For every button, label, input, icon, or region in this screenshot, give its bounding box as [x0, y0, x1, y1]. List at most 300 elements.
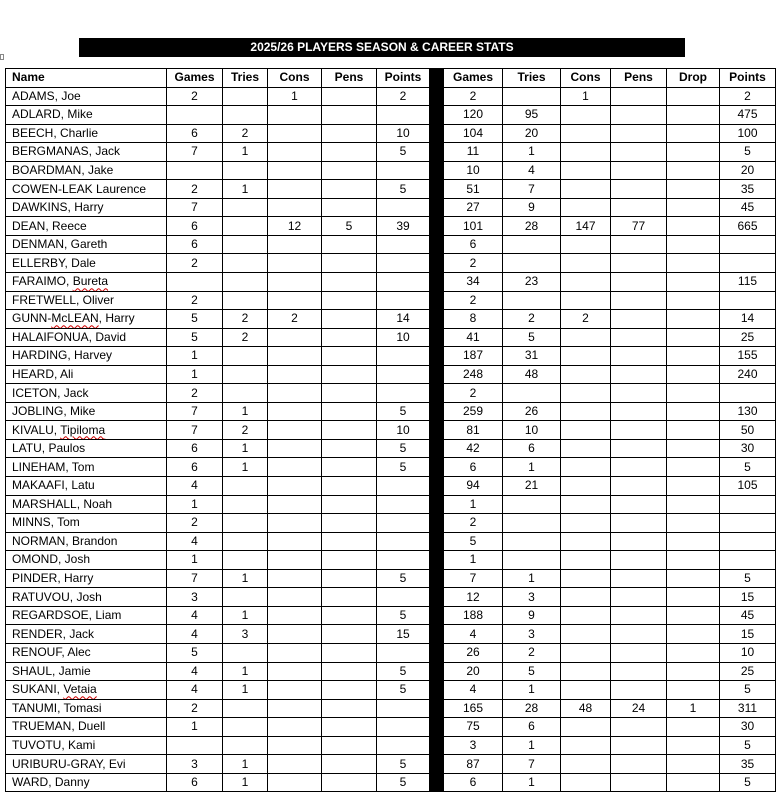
career-points-cell: 5: [720, 773, 776, 792]
career-games-cell: 41: [444, 328, 503, 347]
player-name-cell: [6, 310, 167, 329]
career-points-cell: 45: [720, 198, 776, 217]
season-games-cell: 7: [167, 569, 223, 588]
career-games-cell: 12: [444, 588, 503, 607]
player-name-cell: ADLARD, Mike: [6, 106, 167, 125]
career-drop-cell: [667, 532, 720, 551]
career-pens-cell: [611, 124, 667, 143]
player-name-cell: WARD, Danny: [6, 773, 167, 792]
career-points-cell: 311: [720, 699, 776, 718]
career-pens-cell: [611, 514, 667, 533]
season-games-cell: 4: [167, 625, 223, 644]
season-pens-cell: [322, 681, 377, 700]
career-cons-cell: [561, 755, 611, 774]
player-name-cell: TANUMI, Tomasi: [6, 699, 167, 718]
career-tries-cell: 7: [503, 180, 561, 199]
season-cons-cell: [268, 198, 322, 217]
season-tries-cell: [223, 347, 268, 366]
player-name-cell: ICETON, Jack: [6, 384, 167, 403]
table-row: [6, 643, 776, 662]
career-drop-cell: [667, 458, 720, 477]
season-pens-cell: [322, 718, 377, 737]
season-points-cell: [377, 477, 430, 496]
career-tries-cell: 1: [503, 681, 561, 700]
career-points-cell: 15: [720, 588, 776, 607]
season-games-cell: 1: [167, 551, 223, 570]
header-career-games: Games: [444, 69, 503, 88]
column-separator: [430, 217, 444, 236]
season-tries-cell: 1: [223, 606, 268, 625]
career-cons-cell: [561, 514, 611, 533]
season-points-cell: 5: [377, 606, 430, 625]
column-separator: [430, 365, 444, 384]
anchor-icon: [0, 54, 4, 60]
player-name: KIVALU, Tipiloma: [12, 422, 106, 437]
table-row: [6, 477, 776, 496]
season-games-cell: 4: [167, 477, 223, 496]
career-games-cell: 27: [444, 198, 503, 217]
career-games-cell: 7: [444, 569, 503, 588]
career-points-cell: [720, 254, 776, 273]
career-points-cell: 5: [720, 681, 776, 700]
season-games-cell: 1: [167, 365, 223, 384]
career-tries-cell: 10: [503, 421, 561, 440]
season-pens-cell: [322, 291, 377, 310]
career-tries-cell: 5: [503, 662, 561, 681]
season-pens-cell: [322, 662, 377, 681]
career-tries-cell: 9: [503, 606, 561, 625]
season-tries-cell: [223, 106, 268, 125]
season-games-cell: 6: [167, 458, 223, 477]
career-drop-cell: [667, 291, 720, 310]
season-pens-cell: [322, 458, 377, 477]
season-cons-cell: [268, 347, 322, 366]
season-cons-cell: [268, 143, 322, 162]
player-name-cell: PINDER, Harry: [6, 569, 167, 588]
career-points-cell: 155: [720, 347, 776, 366]
player-name-cell: MINNS, Tom: [6, 514, 167, 533]
career-tries-cell: 7: [503, 755, 561, 774]
column-separator: [430, 235, 444, 254]
season-cons-cell: 12: [268, 217, 322, 236]
career-points-cell: 665: [720, 217, 776, 236]
player-name-cell: REGARDSOE, Liam: [6, 606, 167, 625]
career-pens-cell: [611, 180, 667, 199]
career-games-cell: 2: [444, 254, 503, 273]
column-separator: [430, 328, 444, 347]
player-name-cell: [6, 273, 167, 292]
player-name-cell: RENDER, Jack: [6, 625, 167, 644]
season-cons-cell: [268, 755, 322, 774]
career-tries-cell: 2: [503, 643, 561, 662]
season-points-cell: [377, 198, 430, 217]
season-points-cell: [377, 495, 430, 514]
season-points-cell: [377, 643, 430, 662]
season-tries-cell: [223, 514, 268, 533]
season-points-cell: 10: [377, 328, 430, 347]
stats-body: [6, 87, 776, 792]
season-tries-cell: [223, 273, 268, 292]
season-cons-cell: [268, 384, 322, 403]
season-tries-cell: [223, 365, 268, 384]
season-cons-cell: [268, 662, 322, 681]
career-drop-cell: [667, 87, 720, 106]
season-games-cell: 1: [167, 718, 223, 737]
season-points-cell: [377, 254, 430, 273]
career-games-cell: 2: [444, 291, 503, 310]
season-pens-cell: [322, 773, 377, 792]
career-pens-cell: [611, 662, 667, 681]
season-cons-cell: [268, 124, 322, 143]
career-drop-cell: 1: [667, 699, 720, 718]
table-row: [6, 106, 776, 125]
season-pens-cell: [322, 365, 377, 384]
career-tries-cell: 9: [503, 198, 561, 217]
career-cons-cell: [561, 569, 611, 588]
career-points-cell: 30: [720, 718, 776, 737]
season-pens-cell: 5: [322, 217, 377, 236]
season-points-cell: 5: [377, 143, 430, 162]
season-points-cell: 5: [377, 180, 430, 199]
table-row: [6, 365, 776, 384]
season-points-cell: 5: [377, 439, 430, 458]
career-drop-cell: [667, 310, 720, 329]
season-games-cell: 4: [167, 532, 223, 551]
season-cons-cell: [268, 606, 322, 625]
season-tries-cell: [223, 477, 268, 496]
season-points-cell: 5: [377, 755, 430, 774]
career-pens-cell: [611, 773, 667, 792]
career-games-cell: 81: [444, 421, 503, 440]
season-games-cell: 4: [167, 681, 223, 700]
career-drop-cell: [667, 328, 720, 347]
season-pens-cell: [322, 310, 377, 329]
season-games-cell: 6: [167, 439, 223, 458]
player-name-cell: BERGMANAS, Jack: [6, 143, 167, 162]
season-tries-cell: 1: [223, 662, 268, 681]
career-pens-cell: [611, 254, 667, 273]
column-separator: [430, 402, 444, 421]
player-name-cell: BOARDMAN, Jake: [6, 161, 167, 180]
career-games-cell: 34: [444, 273, 503, 292]
career-drop-cell: [667, 365, 720, 384]
season-points-cell: [377, 588, 430, 607]
table-row: [6, 161, 776, 180]
column-separator: [430, 291, 444, 310]
career-drop-cell: [667, 421, 720, 440]
season-cons-cell: 2: [268, 310, 322, 329]
career-cons-cell: [561, 662, 611, 681]
season-points-cell: [377, 106, 430, 125]
career-cons-cell: [561, 254, 611, 273]
season-points-cell: [377, 291, 430, 310]
career-games-cell: 6: [444, 458, 503, 477]
career-points-cell: 100: [720, 124, 776, 143]
career-tries-cell: 95: [503, 106, 561, 125]
player-name-cell: RENOUF, Alec: [6, 643, 167, 662]
player-name-cell: FRETWELL, Oliver: [6, 291, 167, 310]
career-cons-cell: 48: [561, 699, 611, 718]
career-games-cell: 1: [444, 495, 503, 514]
column-separator: [430, 755, 444, 774]
career-points-cell: [720, 235, 776, 254]
table-row: [6, 495, 776, 514]
player-name-cell: LATU, Paulos: [6, 439, 167, 458]
career-tries-cell: 3: [503, 588, 561, 607]
table-row: [6, 198, 776, 217]
column-separator: [430, 532, 444, 551]
season-pens-cell: [322, 402, 377, 421]
player-name-cell: HALAIFONUA, David: [6, 328, 167, 347]
season-games-cell: 2: [167, 291, 223, 310]
season-games-cell: 7: [167, 198, 223, 217]
career-drop-cell: [667, 514, 720, 533]
season-tries-cell: [223, 198, 268, 217]
season-cons-cell: [268, 625, 322, 644]
season-pens-cell: [322, 384, 377, 403]
season-cons-cell: [268, 439, 322, 458]
table-row: [6, 124, 776, 143]
career-tries-cell: 23: [503, 273, 561, 292]
season-cons-cell: [268, 291, 322, 310]
header-career-tries: Tries: [503, 69, 561, 88]
career-pens-cell: [611, 402, 667, 421]
career-cons-cell: [561, 273, 611, 292]
column-separator: [430, 551, 444, 570]
season-tries-cell: [223, 217, 268, 236]
season-points-cell: 5: [377, 773, 430, 792]
player-name-cell: HEARD, Ali: [6, 365, 167, 384]
column-separator: [430, 606, 444, 625]
career-drop-cell: [667, 106, 720, 125]
season-pens-cell: [322, 477, 377, 496]
column-separator: [430, 718, 444, 737]
career-cons-cell: [561, 736, 611, 755]
column-separator: [430, 681, 444, 700]
column-separator: [430, 198, 444, 217]
career-pens-cell: [611, 736, 667, 755]
season-pens-cell: [322, 439, 377, 458]
season-pens-cell: [322, 254, 377, 273]
player-name-cell: ELLERBY, Dale: [6, 254, 167, 273]
season-points-cell: [377, 235, 430, 254]
career-cons-cell: [561, 124, 611, 143]
career-drop-cell: [667, 347, 720, 366]
player-name-cell: MARSHALL, Noah: [6, 495, 167, 514]
season-tries-cell: 1: [223, 143, 268, 162]
career-drop-cell: [667, 625, 720, 644]
career-points-cell: [720, 532, 776, 551]
career-pens-cell: [611, 588, 667, 607]
table-row: [6, 328, 776, 347]
season-cons-cell: [268, 681, 322, 700]
player-name-cell: ADAMS, Joe: [6, 87, 167, 106]
career-drop-cell: [667, 198, 720, 217]
career-cons-cell: [561, 143, 611, 162]
career-games-cell: 26: [444, 643, 503, 662]
career-drop-cell: [667, 588, 720, 607]
column-separator: [430, 736, 444, 755]
season-points-cell: 10: [377, 124, 430, 143]
column-separator: [430, 273, 444, 292]
season-points-cell: 5: [377, 569, 430, 588]
season-pens-cell: [322, 514, 377, 533]
table-row: [6, 254, 776, 273]
season-pens-cell: [322, 143, 377, 162]
career-games-cell: 248: [444, 365, 503, 384]
column-separator: [430, 495, 444, 514]
season-tries-cell: 1: [223, 569, 268, 588]
column-separator: [430, 310, 444, 329]
season-pens-cell: [322, 87, 377, 106]
career-points-cell: 5: [720, 736, 776, 755]
player-name-cell: OMOND, Josh: [6, 551, 167, 570]
season-games-cell: 2: [167, 514, 223, 533]
season-pens-cell: [322, 588, 377, 607]
season-cons-cell: [268, 402, 322, 421]
player-name-cell: [6, 681, 167, 700]
career-tries-cell: 2: [503, 310, 561, 329]
player-name-cell: DAWKINS, Harry: [6, 198, 167, 217]
career-cons-cell: [561, 477, 611, 496]
season-games-cell: [167, 161, 223, 180]
season-tries-cell: [223, 254, 268, 273]
career-tries-cell: 1: [503, 569, 561, 588]
career-cons-cell: [561, 588, 611, 607]
season-cons-cell: [268, 273, 322, 292]
season-cons-cell: [268, 235, 322, 254]
career-drop-cell: [667, 124, 720, 143]
career-cons-cell: [561, 347, 611, 366]
career-points-cell: 14: [720, 310, 776, 329]
season-games-cell: 4: [167, 606, 223, 625]
career-cons-cell: [561, 625, 611, 644]
career-pens-cell: [611, 718, 667, 737]
player-name-cell: TUVOTU, Kami: [6, 736, 167, 755]
career-games-cell: 2: [444, 514, 503, 533]
column-separator: [430, 514, 444, 533]
career-pens-cell: [611, 198, 667, 217]
season-pens-cell: [322, 180, 377, 199]
career-pens-cell: [611, 569, 667, 588]
season-games-cell: 6: [167, 217, 223, 236]
season-cons-cell: [268, 458, 322, 477]
season-cons-cell: [268, 532, 322, 551]
table-row: [6, 773, 776, 792]
career-drop-cell: [667, 161, 720, 180]
career-cons-cell: [561, 643, 611, 662]
career-tries-cell: [503, 291, 561, 310]
career-drop-cell: [667, 384, 720, 403]
career-tries-cell: 1: [503, 736, 561, 755]
season-games-cell: 2: [167, 180, 223, 199]
career-points-cell: 105: [720, 477, 776, 496]
season-games-cell: 3: [167, 588, 223, 607]
career-drop-cell: [667, 773, 720, 792]
career-pens-cell: [611, 421, 667, 440]
season-tries-cell: 1: [223, 439, 268, 458]
table-row: [6, 532, 776, 551]
season-points-cell: 2: [377, 87, 430, 106]
career-games-cell: 6: [444, 235, 503, 254]
document-title: 2025/26 PLAYERS SEASON & CAREER STATS: [79, 38, 685, 57]
career-pens-cell: [611, 310, 667, 329]
season-games-cell: 7: [167, 421, 223, 440]
season-tries-cell: [223, 495, 268, 514]
career-games-cell: 120: [444, 106, 503, 125]
career-points-cell: 45: [720, 606, 776, 625]
season-tries-cell: 3: [223, 625, 268, 644]
table-row: [6, 514, 776, 533]
career-pens-cell: [611, 106, 667, 125]
table-row: [6, 736, 776, 755]
table-row: [6, 588, 776, 607]
column-separator: [430, 773, 444, 792]
season-pens-cell: [322, 106, 377, 125]
career-tries-cell: 5: [503, 328, 561, 347]
career-games-cell: 187: [444, 347, 503, 366]
career-points-cell: 25: [720, 328, 776, 347]
season-points-cell: 5: [377, 681, 430, 700]
table-row: [6, 217, 776, 236]
season-pens-cell: [322, 736, 377, 755]
career-tries-cell: 28: [503, 699, 561, 718]
table-row: [6, 699, 776, 718]
season-points-cell: [377, 699, 430, 718]
season-games-cell: 6: [167, 235, 223, 254]
player-name-cell: DENMAN, Gareth: [6, 235, 167, 254]
career-games-cell: 165: [444, 699, 503, 718]
career-drop-cell: [667, 569, 720, 588]
career-drop-cell: [667, 273, 720, 292]
career-points-cell: 475: [720, 106, 776, 125]
career-points-cell: [720, 514, 776, 533]
career-tries-cell: 48: [503, 365, 561, 384]
header-career-cons: Cons: [561, 69, 611, 88]
career-pens-cell: [611, 458, 667, 477]
career-games-cell: 51: [444, 180, 503, 199]
table-row: [6, 439, 776, 458]
career-drop-cell: [667, 718, 720, 737]
column-separator: [430, 143, 444, 162]
career-points-cell: 5: [720, 143, 776, 162]
season-points-cell: [377, 384, 430, 403]
table-row: [6, 681, 776, 700]
column-separator: [430, 662, 444, 681]
season-points-cell: [377, 347, 430, 366]
season-games-cell: 7: [167, 143, 223, 162]
column-separator: [430, 87, 444, 106]
player-name-cell: URIBURU-GRAY, Evi: [6, 755, 167, 774]
header-name: Name: [6, 69, 167, 88]
season-cons-cell: [268, 718, 322, 737]
season-games-cell: 7: [167, 402, 223, 421]
table-row: [6, 291, 776, 310]
season-games-cell: 2: [167, 87, 223, 106]
season-tries-cell: [223, 384, 268, 403]
career-tries-cell: 26: [503, 402, 561, 421]
season-pens-cell: [322, 569, 377, 588]
career-tries-cell: [503, 551, 561, 570]
season-tries-cell: [223, 532, 268, 551]
season-pens-cell: [322, 124, 377, 143]
career-cons-cell: [561, 421, 611, 440]
career-pens-cell: [611, 143, 667, 162]
career-pens-cell: [611, 477, 667, 496]
season-games-cell: [167, 736, 223, 755]
season-games-cell: 5: [167, 328, 223, 347]
season-tries-cell: 1: [223, 755, 268, 774]
